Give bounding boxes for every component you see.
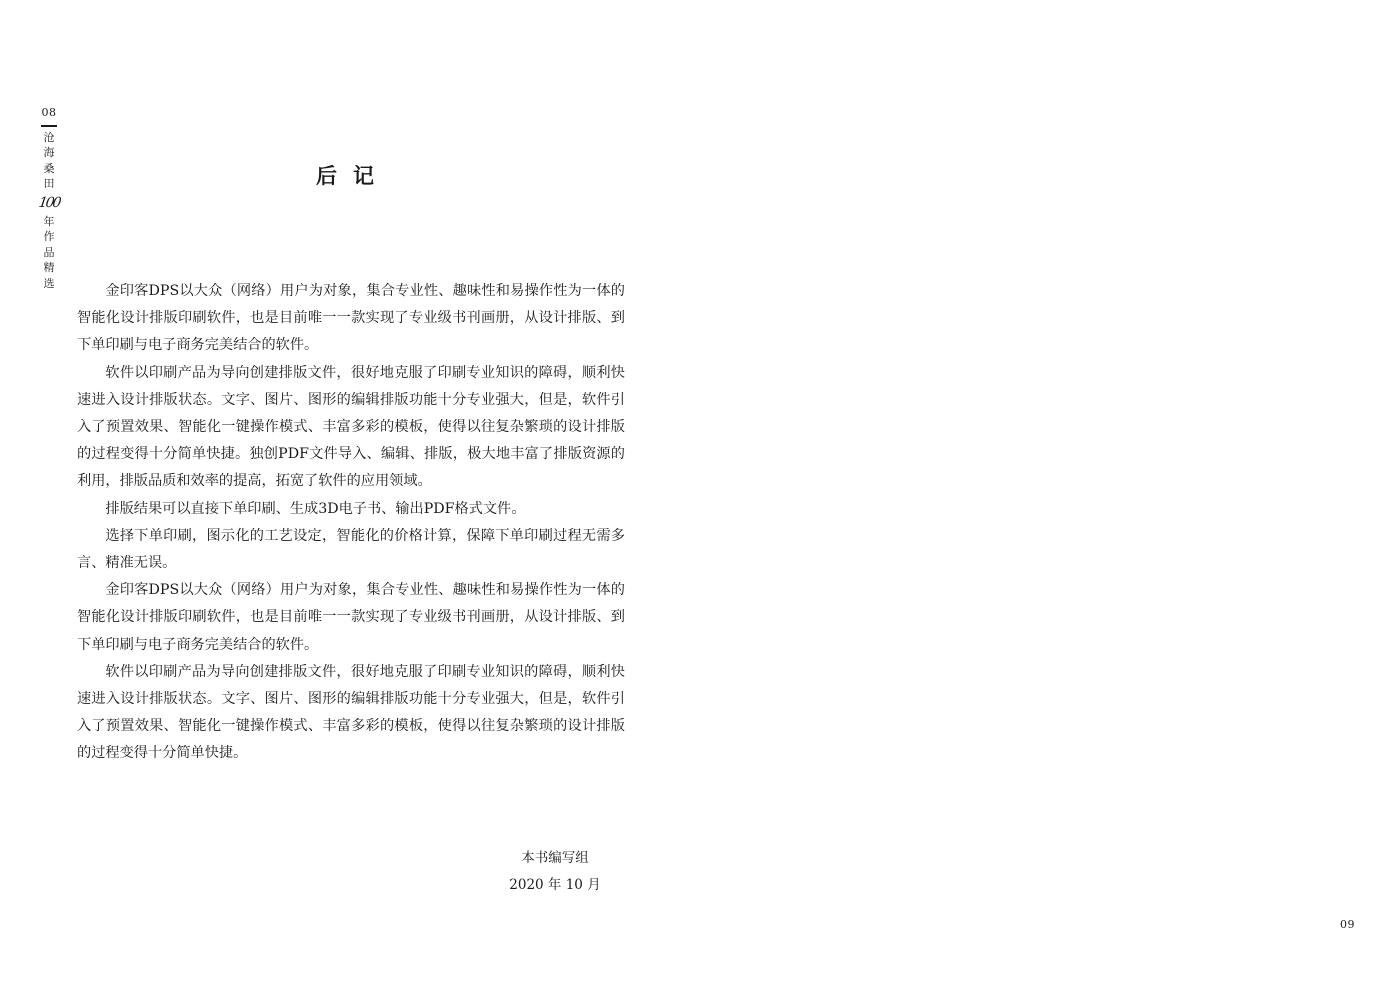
signature-date: 2020 年 10 月	[509, 877, 601, 893]
running-head-char: 沧	[43, 130, 55, 144]
body-paragraph: 软件以印刷产品为导向创建排版文件，很好地克服了印刷专业知识的障碍，顺利快速进入设计排版状态。文字、图片、图形的编辑排版功能十分专业强大，但是，软件引入了预置效果、智能化一键操作模式、丰富多彩的模板，使得以往复杂繁琐的设计排版的过程变得十分简单快捷。独创PDF文件导入、编辑、排版，极大地丰富了排版资源的利用，排版品质和效率的提高，拓宽了软件的应用领域。	[77, 364, 625, 490]
running-head-title	[36, 130, 62, 292]
running-head-char: 精	[43, 261, 55, 274]
running-head	[36, 106, 62, 291]
running-head-number: 100	[37, 194, 61, 211]
body-paragraph: 金印客DPS以大众（网络）用户为对象，集合专业性、趣味性和易操作性为一体的智能化设计排版印刷软件，也是目前唯一一款实现了专业级书刊画册，从设计排版、到下单印刷与电子商务完美结合的软件。	[77, 582, 625, 653]
body-paragraph: 金印客DPS以大众（网络）用户为对象，集合专业性、趣味性和易操作性为一体的智能化设计排版印刷软件，也是目前唯一一款实现了专业级书刊画册，从设计排版、到下单印刷与电子商务完美结合的软件。	[77, 283, 625, 354]
running-head-char: 田	[43, 177, 55, 190]
page-number-left: 08	[41, 106, 57, 119]
running-head-char: 作	[43, 230, 55, 243]
page-number-right: 09	[1340, 918, 1355, 931]
running-head-char: 年	[43, 214, 55, 228]
article-body	[77, 278, 625, 768]
body-paragraph: 软件以印刷产品为导向创建排版文件，很好地克服了印刷专业知识的障碍，顺利快速进入设计排版状态。文字、图片、图形的编辑排版功能十分专业强大，但是，软件引入了预置效果、智能化一键操作模式、丰富多彩的模板，使得以往复杂繁琐的设计排版的过程变得十分简单快捷。	[77, 663, 625, 762]
running-head-char: 海	[43, 146, 55, 159]
body-paragraph: 选择下单印刷，图示化的工艺设定，智能化的价格计算，保障下单印刷过程无需多言、精准无误。	[77, 527, 625, 572]
signature-block	[500, 845, 610, 899]
article-title: 后记	[316, 163, 390, 188]
running-head-char: 选	[43, 276, 55, 290]
running-head-rule	[41, 125, 57, 127]
body-paragraph: 排版结果可以直接下单印刷、生成3D电子书、输出PDF格式文件。	[105, 500, 526, 517]
running-head-char: 桑	[43, 161, 55, 175]
signature-author: 本书编写组	[521, 850, 589, 866]
running-head-char: 品	[43, 245, 55, 259]
